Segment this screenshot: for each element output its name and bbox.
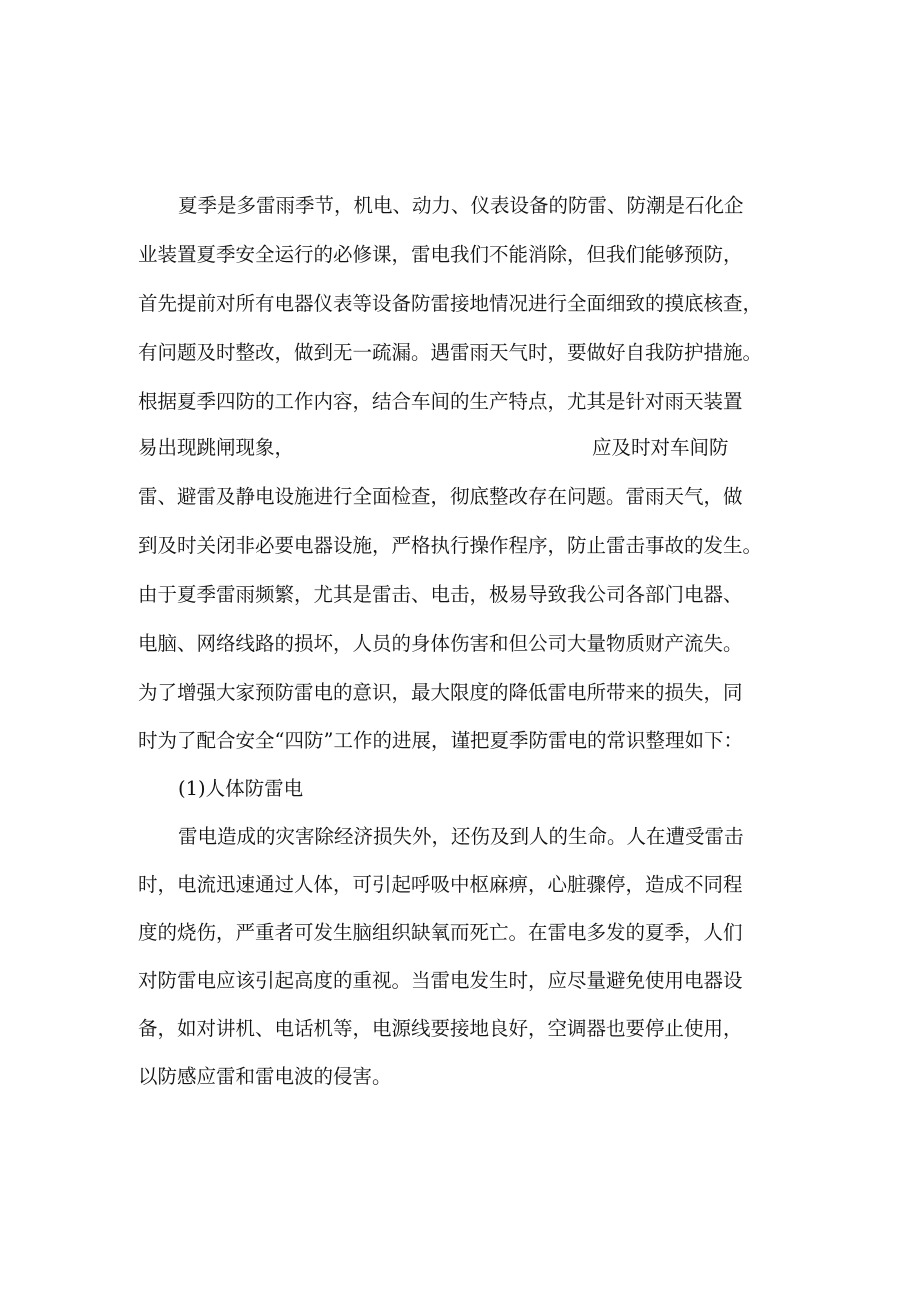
paragraph-1-line-5: 根据夏季四防的工作内容，结合车间的生产特点，尤其是针对雨天装置 bbox=[138, 390, 743, 413]
paragraph-1-line-11: 为了增强大家预防雷电的意识，最大限度的降低雷电所带来的损失，同 bbox=[138, 681, 743, 704]
paragraph-1-line-4: 有问题及时整改，做到无一疏漏。遇雷雨天气时，要做好自我防护措施。 bbox=[138, 341, 763, 364]
paragraph-1-line-7: 雷、避雷及静电设施进行全面检查，彻底整改存在问题。雷雨天气，做 bbox=[138, 485, 743, 508]
paragraph-1-line-10: 电脑、网络线路的损坏，人员的身体伤害和但公司大量物质财产流失。 bbox=[138, 632, 743, 655]
paragraph-2-line-3: 度的烧伤，严重者可发生脑组织缺氧而死亡。在雷电多发的夏季，人们 bbox=[138, 921, 743, 944]
paragraph-1-line-3: 首先提前对所有电器仪表等设备防雷接地情况进行全面细致的摸底核查， bbox=[138, 292, 763, 315]
paragraph-2-line-5: 备，如对讲机、电话机等，电源线要接地良好，空调器也要停止使用， bbox=[138, 1017, 743, 1040]
paragraph-1-line-9: 由于夏季雷雨频繁，尤其是雷击、电击，极易导致我公司各部门电器、 bbox=[138, 583, 743, 606]
paragraph-1-line-6b: 应及时对车间防 bbox=[592, 436, 729, 459]
paragraph-2-line-6: 以防感应雷和雷电波的侵害。 bbox=[138, 1065, 392, 1088]
paragraph-1-line-1: 夏季是多雷雨季节，机电、动力、仪表设备的防雷、防潮是石化企 bbox=[178, 194, 744, 217]
paragraph-2-line-2: 时，电流迅速通过人体，可引起呼吸中枢麻痹，心脏骤停，造成不同程 bbox=[138, 873, 743, 896]
paragraph-2-line-1: 雷电造成的灾害除经济损失外，还伤及到人的生命。人在遭受雷击 bbox=[178, 825, 744, 848]
section-heading: (1)人体防雷电 bbox=[178, 777, 304, 800]
paragraph-1-line-12: 时为了配合安全“四防”工作的进展，谨把夏季防雷电的常识整理如下： bbox=[138, 729, 743, 752]
paragraph-1-line-2: 业装置夏季安全运行的必修课，雷电我们不能消除，但我们能够预防， bbox=[138, 243, 743, 266]
paragraph-1-line-6a: 易出现跳闸现象， bbox=[138, 436, 295, 459]
paragraph-1-line-8: 到及时关闭非必要电器设施，严格执行操作程序，防止雷击事故的发生。 bbox=[138, 534, 763, 557]
paragraph-2-line-4: 对防雷电应该引起高度的重视。当雷电发生时，应尽量避免使用电器设 bbox=[138, 969, 743, 992]
